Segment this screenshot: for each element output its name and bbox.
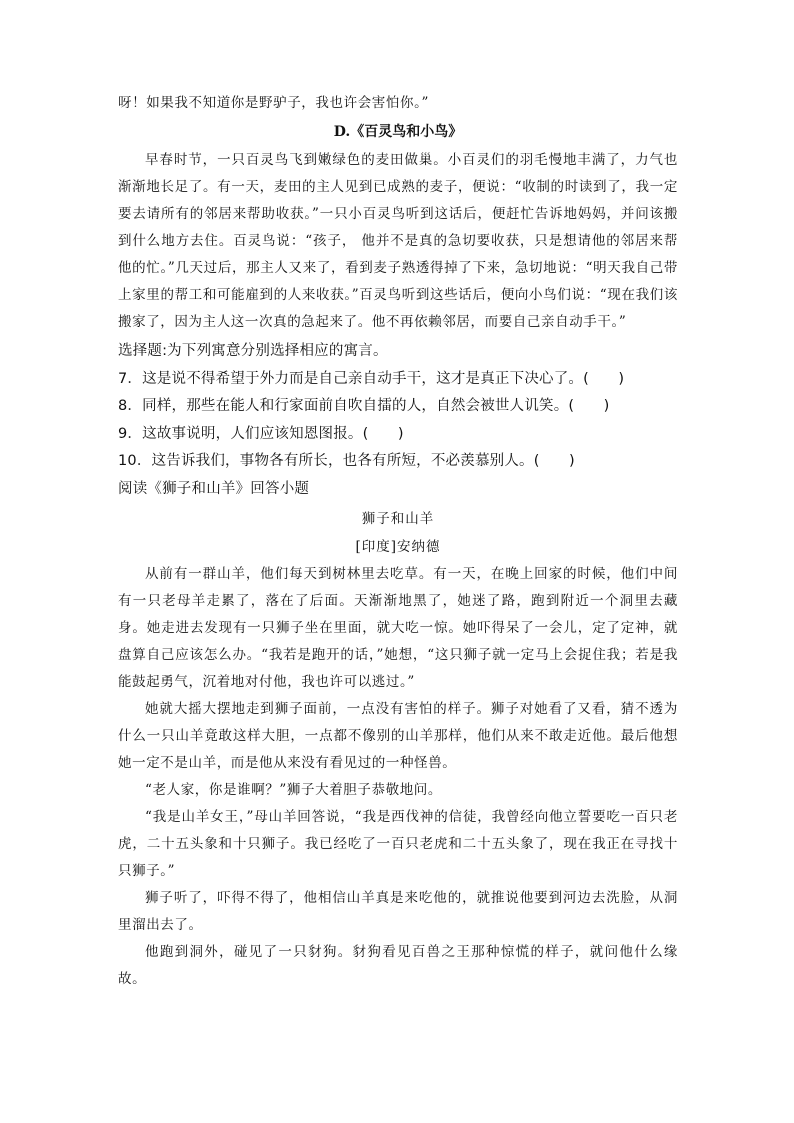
text-line-continued: 呀！如果我不知道你是野驴子，我也许会害怕你。” <box>118 95 429 111</box>
story-title: 狮子和山羊 <box>361 511 435 527</box>
story-paragraph-6: 他跑到洞外，碰见了一只豺狗。豺狗看见百兽之王那种惊慌的样子，就问他什么缘故。 <box>118 944 678 987</box>
question-8: 8．同样，那些在能人和行家面前自吹自擂的人，自然会被世人讥笑。( ) <box>118 398 610 414</box>
story-paragraph-2: 她就大摇大摆地走到狮子面前，一点没有害怕的样子。狮子对她看了又看，猜不透为什么一只山羊竟敢这样大胆，一点都不像别的山羊那样，他们从来不敢走近他。最后他想她一定不是山羊，而是他从来没有看见过的一种怪兽。 <box>118 701 678 771</box>
fable-heading-d: D.《百灵鸟和小鸟》 <box>333 124 463 140</box>
story-paragraph-1: 从前有一群山羊，他们每天到树林里去吃草。有一天，在晚上回家的时候，他们中间有一只老母羊走累了，落在了后面。天渐渐地黑了，她迷了路，跑到附近一个洞里去藏身。她走进去发现有一只狮子坐在里面，就大吃一惊。她吓得呆了一会儿，定了定神，就盘算自己应该怎么办。“我若是跑开的话，”她想，“这只狮子就一定马上会捉住我；若是我能鼓起勇气，沉着地对付他，我也许可以逃过。” <box>118 566 678 690</box>
question-9: 9．这故事说明，人们应该知恩图报。( ) <box>118 425 404 442</box>
reading-prompt: 阅读《狮子和山羊》回答小题 <box>118 480 310 497</box>
story-paragraph-3: “老人家，你是谁啊？”狮子大着胆子恭敬地问。 <box>145 782 443 798</box>
question-10: 10．这告诉我们，事物各有所长，也各有所短，不必羡慕别人。( ) <box>118 453 575 469</box>
page-content <box>118 90 678 993</box>
fable-d-paragraph: 早春时节，一只百灵鸟飞到嫩绿色的麦田做巢。小百灵们的羽毛慢地丰满了，力气也渐渐地长足了。有一天，麦田的主人见到已成熟的麦子，便说：“收制的时读到了，我一定要去请所有的邻居来帮助收获。”一只小百灵鸟听到这话后，便赶忙告诉地妈妈，并问该搬到什么地方去住。百灵鸟说：“孩子， 他并不是真的急切要收获，只是想请他的邻居来帮他的忙。”几天过后，那主人又来了，看到麦子熟透得掉了下来，急切地说：“明天我自己带上家里的帮工和可能雇到的人来收获。”百灵鸟听到这些话后，便向小鸟们说：“现在我们该搬家了，因为主人这一次真的急起来了。他不再依赖邻居，而要自己亲自动手干。” <box>118 152 678 330</box>
story-paragraph-5: 狮子听了，吓得不得了，他相信山羊真是来吃他的，就推说他要到河边去洗脸，从洞里溜出去了。 <box>118 890 678 933</box>
question-7: 7．这是说不得希望于外力而是自己亲自动手干，这才是真正下决心了。( ) <box>118 370 625 387</box>
story-paragraph-4: “我是山羊女王，”母山羊回答说，“我是西伐神的信徒，我曾经向他立誓要吃一百只老虎，二十五头象和十只狮子。我已经吃了一百只老虎和二十五头象了，现在我正在寻找十只狮子。” <box>118 809 678 879</box>
story-author: [印度]安纳德 <box>355 539 441 555</box>
instruction-text: 选择题:为下列寓意分别选择相应的寓言。 <box>118 343 388 359</box>
